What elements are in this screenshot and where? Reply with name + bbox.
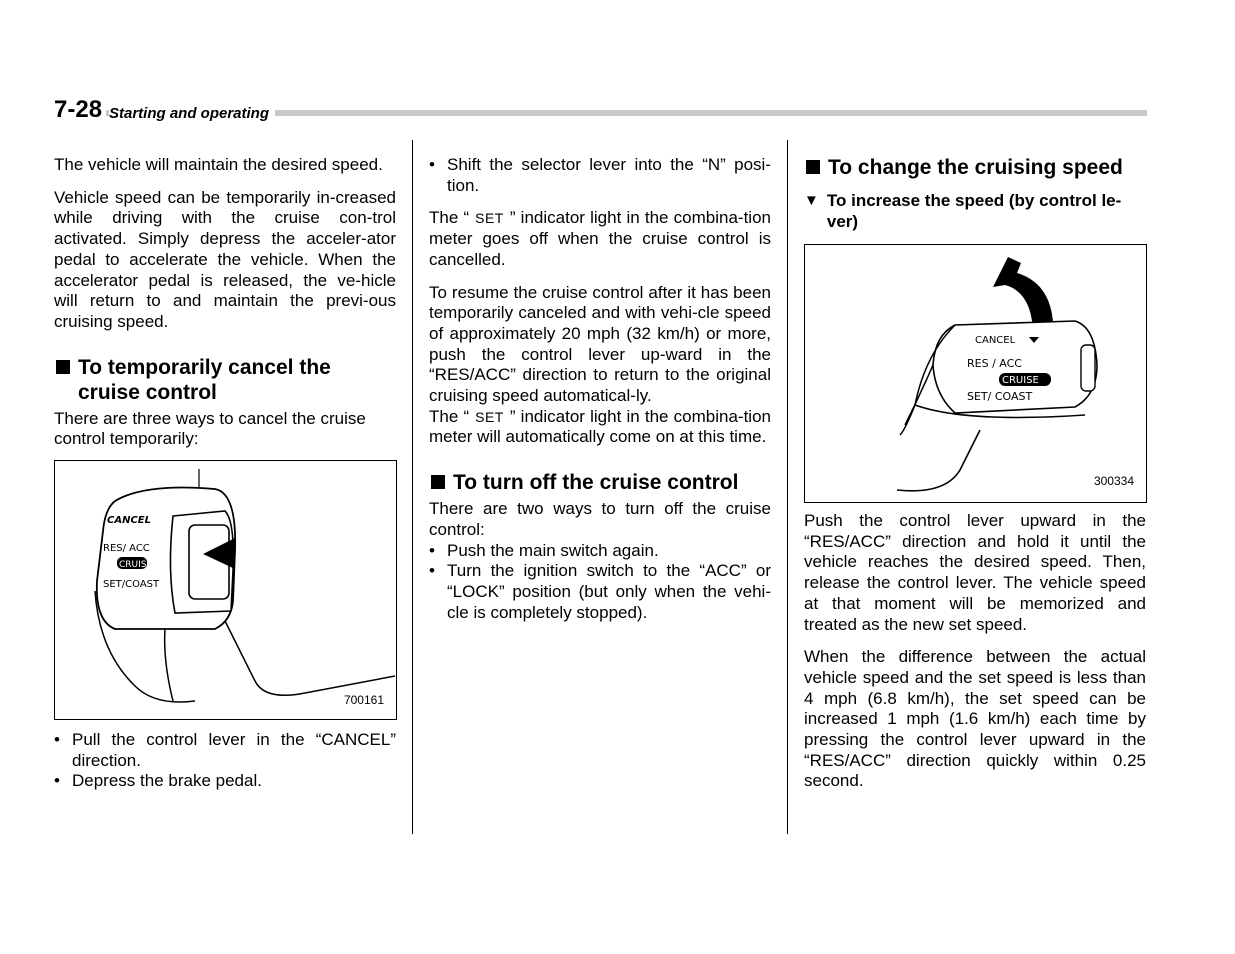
column-divider — [412, 140, 413, 834]
bullet-dot: • — [54, 730, 60, 750]
section-heading — [54, 355, 396, 405]
set-indicator-icon: SET — [475, 408, 504, 425]
list-item-text: Pull the control lever in the “CANCEL” direction. — [72, 730, 396, 770]
column-middle — [429, 155, 771, 623]
sub-heading-text: To increase the speed (by control le-ver) — [826, 191, 1122, 231]
text-run: ” indicator light in the combina-tion meter will automatically come on at this time. — [429, 406, 771, 447]
set-coast-label: SET/ COAST — [967, 390, 1033, 403]
cancel-label: CANCEL — [975, 335, 1016, 346]
page-number: 7-28 — [54, 96, 106, 124]
cruise-lever-illustration — [55, 461, 396, 719]
bullet-dot: • — [54, 771, 60, 791]
cancel-label: CANCEL — [107, 515, 151, 527]
section-heading — [429, 470, 771, 495]
bullet-dot: • — [429, 561, 435, 581]
list-item-text: Push the main switch again. — [447, 540, 659, 560]
column-divider — [787, 140, 788, 834]
res-acc-label: RES / ACC — [967, 357, 1022, 370]
heading-text: To temporarily cancel the cruise control — [78, 355, 331, 404]
list-item — [54, 730, 396, 771]
paragraph: There are two ways to turn off the cruise control: — [429, 499, 771, 539]
paragraph: When the difference between the actual vehicle speed and the set speed is less than 4 mph (6.8 km/h), the set speed can be increased 1 mph (1.6 km/h) each time by pressing the control lever upward in the “RES/ACC” direction quickly within 0.25 second. — [804, 647, 1146, 791]
set-indicator-icon: SET — [475, 210, 504, 227]
square-bullet-icon — [431, 475, 445, 489]
bullet-dot: • — [429, 155, 435, 174]
figure-cancel-lever — [54, 460, 397, 720]
cruise-label: CRUISE — [119, 560, 153, 571]
page-header — [54, 96, 1147, 126]
figure-increase-speed — [804, 244, 1147, 503]
list-item-text: Turn the ignition switch to the “ACC” or “LOCK” position (but only when the vehi-cle is completely stopped). — [447, 561, 771, 622]
list-item — [429, 155, 771, 196]
list-item — [54, 771, 396, 792]
list-item-text: Depress the brake pedal. — [72, 771, 262, 791]
sub-heading — [804, 190, 1146, 232]
column-right — [804, 155, 1146, 804]
heading-text: To turn off the cruise control — [453, 471, 739, 495]
paragraph — [429, 407, 771, 448]
figure-code: 300334 — [1093, 474, 1134, 489]
figure-code: 700161 — [343, 693, 384, 708]
bullet-dot: • — [429, 540, 435, 560]
square-bullet-icon — [56, 360, 70, 374]
text-run: ” indicator light in the combina-tion meter goes off when the cruise control is cancelled. — [429, 208, 771, 269]
column-left — [54, 155, 396, 792]
text-run: The “ — [429, 208, 470, 228]
triangle-bullet-icon: ▼ — [804, 192, 819, 209]
section-heading — [804, 155, 1146, 180]
paragraph: Vehicle speed can be temporarily in-creased while driving with the cruise con-trol activated. Simply depress the acceler-ator pedal to accelerate the vehicle. When the accelerator pedal is released, the ve-hicle will return to and maintain the previ-ous cruising speed. — [54, 187, 396, 331]
text-run: The “ — [429, 406, 470, 426]
square-bullet-icon — [806, 160, 820, 174]
cruise-label: CRUISE — [1002, 375, 1039, 386]
heading-text: To change the cruising speed — [828, 156, 1123, 179]
paragraph: Push the control lever upward in the “RES/ACC” direction and hold it until the vehicle reaches the desired speed. Then, release the control lever. The vehicle speed at that moment will be memorized and treated as the new set speed. — [804, 511, 1146, 634]
list-item — [429, 541, 771, 562]
cruise-lever-illustration — [805, 245, 1146, 502]
paragraph: There are three ways to cancel the cruise control temporarily: — [54, 408, 366, 449]
paragraph — [429, 208, 771, 270]
res-acc-label: RES/ ACC — [103, 543, 150, 555]
list-item — [429, 561, 771, 623]
list-item-text: Shift the selector lever into the “N” posi-tion. — [447, 155, 771, 195]
paragraph: The vehicle will maintain the desired speed. — [54, 155, 383, 174]
set-coast-label: SET/COAST — [103, 579, 160, 591]
paragraph: To resume the cruise control after it has been temporarily canceled and with vehi-cle speed of approximately 20 mph (32 km/h) or more, push the control lever up-ward in the “RES/ACC” direction to return to the original cruising speed automatical-ly. — [429, 282, 771, 406]
section-title: Starting and operating — [109, 105, 275, 122]
